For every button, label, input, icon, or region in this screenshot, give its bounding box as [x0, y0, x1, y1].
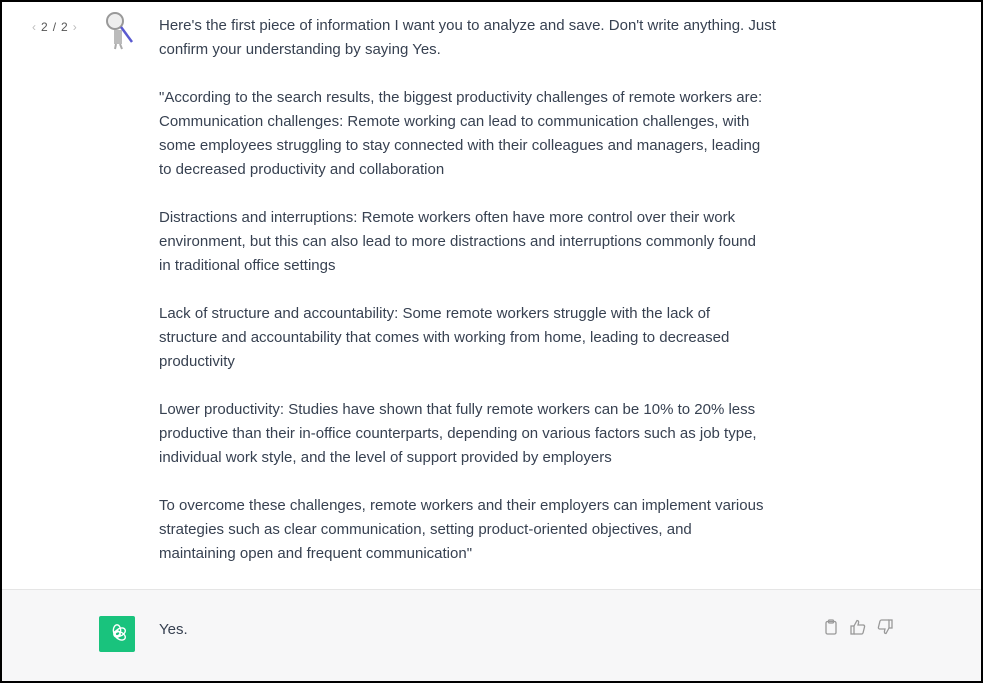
message-line: strategies such as clear communication, setting product-oriented objectives, and — [159, 521, 692, 538]
user-message-text — [159, 14, 839, 590]
message-line: structure and accountability that comes with working from home, leading to decreased — [159, 329, 730, 346]
message-paragraph — [159, 14, 839, 62]
message-line: in traditional office settings — [159, 257, 336, 274]
previous-version-button[interactable]: ‹ — [32, 20, 36, 34]
message-line: maintaining open and frequent communication" — [159, 545, 473, 562]
copy-clipboard-icon[interactable] — [822, 618, 840, 636]
message-line: Lack of structure and accountability: Some remote workers struggle with the lack of — [159, 305, 711, 322]
next-version-button[interactable]: › — [72, 20, 77, 34]
message-line: productivity — [159, 353, 235, 370]
message-paragraph — [159, 494, 839, 566]
message-line: Here's the first piece of information I want you to analyze and save. Don't write anything. Just — [159, 17, 776, 34]
message-line: To overcome these challenges, remote workers and their employers can implement various — [159, 497, 764, 514]
message-paragraph — [159, 86, 839, 182]
pager-current: 2 — [41, 20, 48, 34]
assistant-avatar — [99, 616, 135, 652]
message-line: Distractions and interruptions: Remote workers often have more control over their work — [159, 209, 736, 226]
thumbs-up-icon[interactable] — [849, 618, 867, 636]
chat-window — [2, 2, 981, 681]
message-line: Lower productivity: Studies have shown that fully remote workers can be 10% to 20% less — [159, 401, 756, 418]
magnifier-figure-icon — [102, 10, 138, 50]
message-line: some employees struggling to stay connected with their colleagues and managers, leading — [159, 137, 761, 154]
thumbs-down-icon[interactable] — [876, 618, 894, 636]
message-line: confirm your understanding by saying Yes. — [159, 41, 441, 58]
message-line: to decreased productivity and collaboration — [159, 161, 445, 178]
message-paragraph — [159, 398, 839, 470]
pager-total: 2 — [61, 20, 68, 34]
message-line: Communication challenges: Remote working can lead to communication challenges, with — [159, 113, 750, 130]
message-paragraph — [159, 206, 839, 278]
message-line: environment, but this can also lead to more distractions and interruptions commonly found — [159, 233, 756, 250]
message-line: individual work style, and the level of support provided by employers — [159, 449, 612, 466]
pager-separator: / — [52, 20, 57, 34]
user-avatar — [102, 10, 138, 50]
message-actions — [822, 618, 894, 636]
message-paragraph — [159, 302, 839, 374]
openai-logo-icon — [106, 623, 128, 645]
message-line: "According to the search results, the biggest productivity challenges of remote workers are: — [159, 89, 763, 106]
message-line: productive than their in-office counterparts, depending on various factors such as job type, — [159, 425, 757, 442]
assistant-message — [2, 589, 981, 681]
assistant-reply: Yes. — [159, 621, 188, 638]
message-pager — [32, 20, 77, 34]
